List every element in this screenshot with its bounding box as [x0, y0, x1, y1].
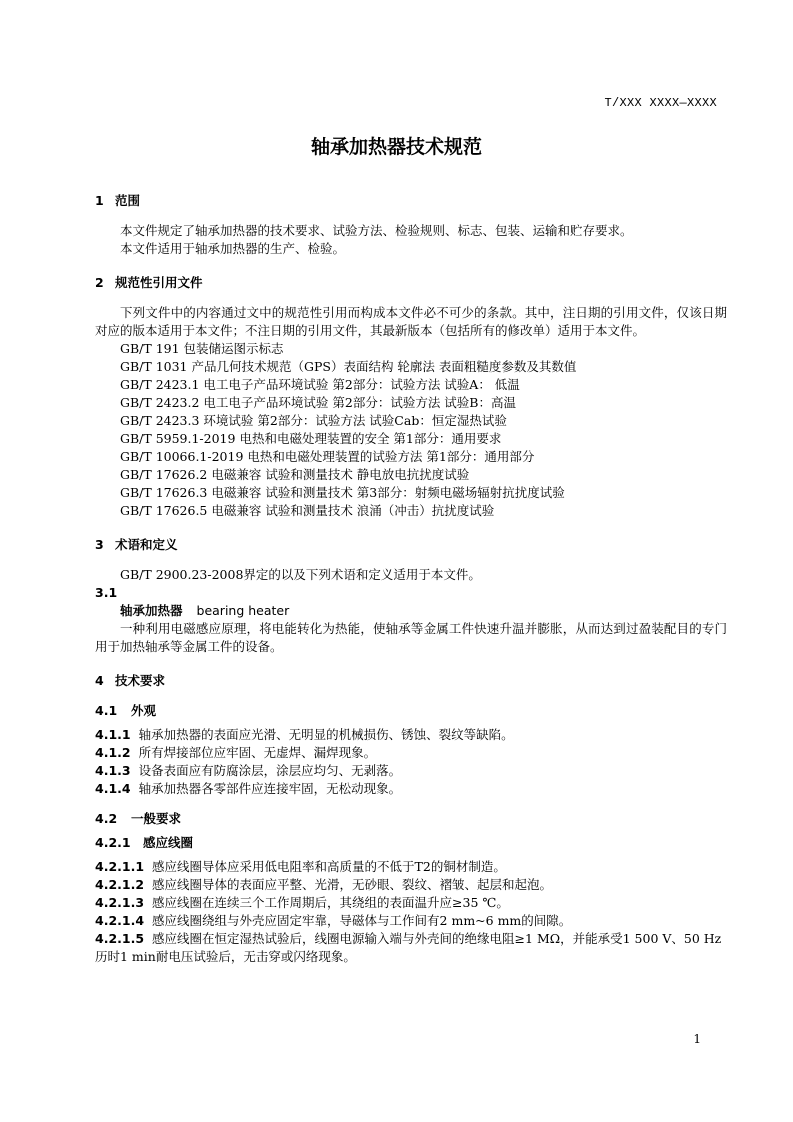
- reference-item: GB/T 17626.3 电磁兼容 试验和测量技术 第3部分：射频电磁场辐射抗扰度试验: [120, 485, 565, 500]
- paragraph: 本文件规定了轴承加热器的技术要求、试验方法、检验规则、标志、包装、运输和贮存要求。: [120, 223, 633, 238]
- page-number: 1: [693, 1032, 701, 1046]
- document-title: 轴承加热器技术规范: [310, 136, 482, 158]
- section-heading-requirements: [95, 672, 727, 690]
- reference-item: GB/T 17626.5 电磁兼容 试验和测量技术 浪涌（冲击）抗扰度试验: [120, 503, 495, 518]
- clause-text: 感应线圈绕组与外壳应固定牢靠，导磁体与工作间有2 mm~6 mm的间隙。: [152, 913, 572, 928]
- section-heading-scope: [95, 192, 727, 210]
- paragraph: GB/T 2900.23-2008界定的以及下列术语和定义适用于本文件。: [120, 567, 481, 582]
- clause-text: 感应线圈在恒定湿热试验后，线圈电源输入端与外壳间的绝缘电阻≥1 MΩ，并能承受1 500 V、50 Hz历时1 min耐电压试验后，无击穿或闪络现象。: [95, 931, 722, 964]
- clause-text: 感应线圈在连续三个工作周期后，其绕组的表面温升应≥35 ℃。: [152, 895, 509, 910]
- section-number: 1: [95, 193, 104, 208]
- paragraph: 本文件适用于轴承加热器的生产、检验。: [120, 241, 346, 256]
- subsubsection-number: 4.2.1: [95, 835, 131, 850]
- section-number: 3: [95, 537, 104, 552]
- clause-item: [95, 762, 727, 780]
- subsection-heading-general: [95, 810, 727, 828]
- clause-item: [95, 876, 727, 894]
- paragraph: 下列文件中的内容通过文中的规范性引用而构成本文件必不可少的条款。其中，注日期的引用文件，仅该日期对应的版本适用于本文件；不注日期的引用文件，其最新版本（包括所有的修改单）适用于本文件。: [95, 305, 727, 338]
- clause-item: [95, 930, 727, 966]
- reference-item: GB/T 17626.2 电磁兼容 试验和测量技术 静电放电抗扰度试验: [120, 467, 470, 482]
- term-number: 3.1: [95, 585, 118, 600]
- section-number: 2: [95, 275, 104, 290]
- clause-number: 4.2.1.5: [95, 931, 145, 946]
- subsubsection-heading-coil: [95, 834, 727, 852]
- term-name: [95, 602, 727, 620]
- reference-item: GB/T 2423.3 环境试验 第2部分：试验方法 试验Cab：恒定湿热试验: [120, 413, 507, 428]
- clause-text: 感应线圈导体应采用低电阻率和高质量的不低于T2的铜材制造。: [152, 859, 506, 874]
- clause-number: 4.1.2: [95, 745, 131, 760]
- clause-text: 感应线圈导体的表面应平整、光滑，无砂眼、裂纹、褶皱、起层和起泡。: [152, 877, 553, 892]
- clause-number: 4.2.1.2: [95, 877, 145, 892]
- section-title: 技术要求: [115, 673, 166, 688]
- section-heading-references: [95, 274, 727, 292]
- document-code: T/XXX XXXX—XXXX: [604, 96, 717, 110]
- subsection-title: 外观: [131, 703, 157, 718]
- document-body: [95, 192, 727, 966]
- clause-number: 4.1.1: [95, 727, 131, 742]
- reference-item: GB/T 191 包装储运图示标志: [120, 341, 284, 356]
- term-definition: 一种利用电磁感应原理，将电能转化为热能，使轴承等金属工件快速升温并膨胀，从而达到过盈装配目的专门用于加热轴承等金属工件的设备。: [95, 621, 727, 654]
- section-heading-terms: [95, 536, 727, 554]
- term-chinese: 轴承加热器: [120, 603, 183, 618]
- clause-item: [95, 894, 727, 912]
- reference-item: GB/T 10066.1-2019 电热和电磁处理装置的试验方法 第1部分：通用部分: [120, 449, 535, 464]
- section-title: 范围: [115, 193, 141, 208]
- section-title: 规范性引用文件: [115, 275, 203, 290]
- reference-item: GB/T 5959.1-2019 电热和电磁处理装置的安全 第1部分：通用要求: [120, 431, 502, 446]
- term-english: bearing heater: [196, 603, 290, 618]
- clause-number: 4.1.3: [95, 763, 131, 778]
- clause-text: 所有焊接部位应牢固、无虚焊、漏焊现象。: [138, 745, 377, 760]
- clause-text: 设备表面应有防腐涂层，涂层应均匀、无剥落。: [138, 763, 402, 778]
- clause-item: [95, 726, 727, 744]
- clause-number: 4.2.1.1: [95, 859, 145, 874]
- subsubsection-title: 感应线圈: [143, 835, 194, 850]
- reference-item: GB/T 2423.1 电工电子产品环境试验 第2部分：试验方法 试验A： 低温: [120, 377, 520, 392]
- subsection-number: 4.2: [95, 811, 118, 826]
- subsection-title: 一般要求: [131, 811, 182, 826]
- clause-item: [95, 912, 727, 930]
- reference-item: GB/T 2423.2 电工电子产品环境试验 第2部分：试验方法 试验B：高温: [120, 395, 516, 410]
- clause-text: 轴承加热器的表面应光滑、无明显的机械损伤、锈蚀、裂纹等缺陷。: [138, 727, 514, 742]
- clause-text: 轴承加热器各零部件应连接牢固，无松动现象。: [138, 781, 402, 796]
- clause-number: 4.2.1.3: [95, 895, 145, 910]
- clause-item: [95, 780, 727, 798]
- clause-item: [95, 744, 727, 762]
- section-title: 术语和定义: [115, 537, 178, 552]
- reference-item: GB/T 1031 产品几何技术规范（GPS）表面结构 轮廓法 表面粗糙度参数及其数值: [120, 359, 577, 374]
- clause-number: 4.1.4: [95, 781, 131, 796]
- clause-item: [95, 858, 727, 876]
- section-number: 4: [95, 673, 104, 688]
- subsection-heading-appearance: [95, 702, 727, 720]
- clause-number: 4.2.1.4: [95, 913, 145, 928]
- subsection-number: 4.1: [95, 703, 118, 718]
